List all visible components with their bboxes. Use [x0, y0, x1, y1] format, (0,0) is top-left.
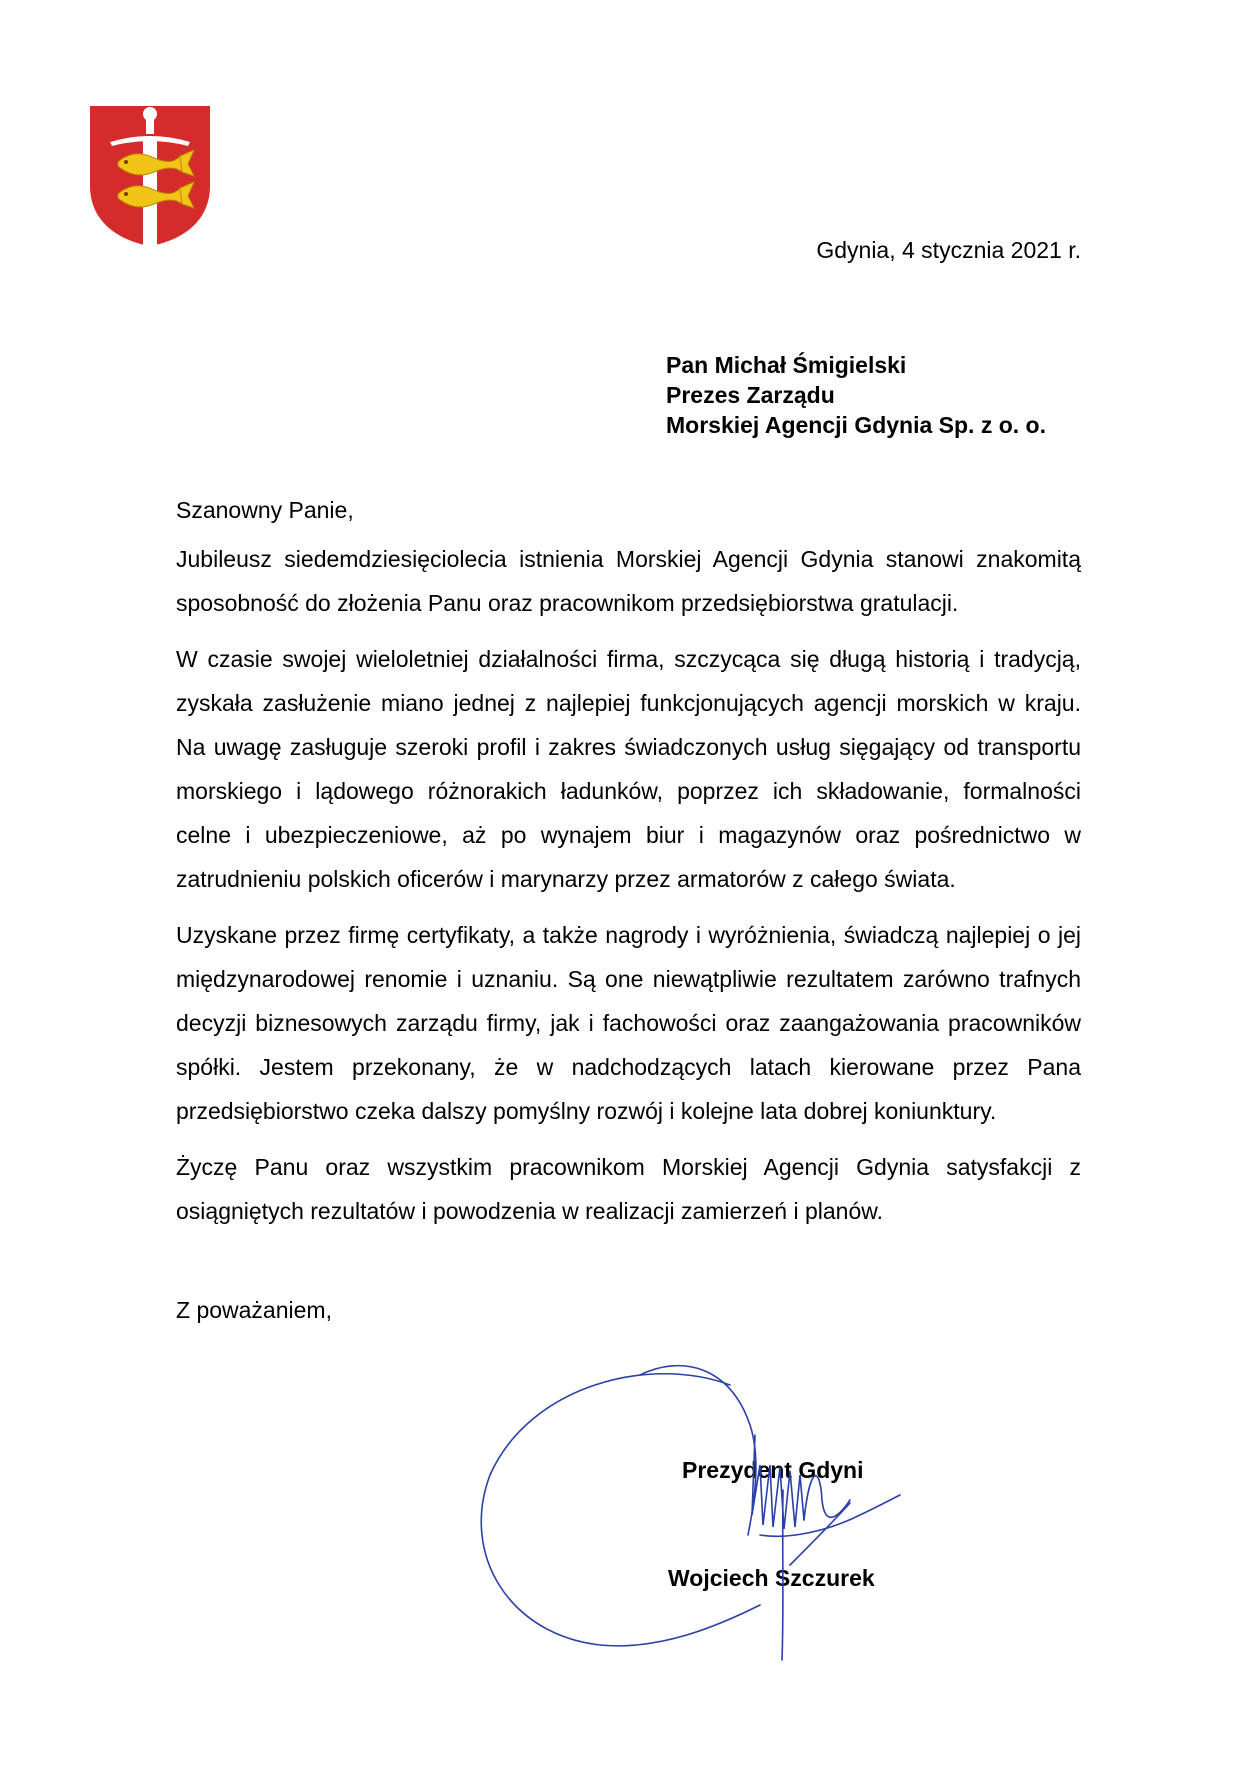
salutation: Szanowny Panie, — [176, 497, 354, 523]
recipient-block — [666, 350, 1046, 440]
paragraph-2: W czasie swojej wieloletniej działalności firma, szczycąca się długą historią i tradycją, zyskała zasłużenie miano jednej z najlepiej funkcjonujących agencji morskich w kraju. Na uwagę zasługuje szeroki profil i zakres świadczonych usług sięgający od transportu morskiego i lądowego różnorakich ładunków, poprzez ich składowanie, formalności celne i ubezpieczeniowe, aż po wynajem biur i magazynów oraz pośrednictwo w zatrudnieniu polskich oficerów i marynarzy przez armatorów z całego świata. — [176, 646, 1081, 892]
signatory-name: Wojciech Szczurek — [668, 1565, 875, 1591]
recipient-company: Morskiej Agencji Gdynia Sp. z o. o. — [666, 412, 1046, 438]
recipient-name: Pan Michał Śmigielski — [666, 352, 907, 378]
paragraph-3: Uzyskane przez firmę certyfikaty, a także nagrody i wyróżnienia, świadczą najlepiej o jej międzynarodowej renomie i uznaniu. Są one niewątpliwie rezultatem zarówno trafnych decyzji biznesowych zarządu firmy, jak i fachowości oraz zaangażowania pracowników spółki. Jestem przekonany, że w nadchodzących latach kierowane przez Pana przedsiębiorstwo czeka dalszy pomyślny rozwój i kolejne lata dobrej koniunktury. — [176, 922, 1081, 1124]
paragraph-4: Życzę Panu oraz wszystkim pracownikom Morskiej Agencji Gdynia satysfakcji z osiągniętych rezultatów i powodzenia w realizacji zamierzeń i planów. — [176, 1154, 1081, 1224]
signatory-title: Prezydent Gdyni — [682, 1457, 864, 1483]
letter-body — [176, 495, 1081, 1325]
gdynia-coat-of-arms-icon — [88, 104, 212, 248]
closing: Z poważaniem, — [176, 1297, 332, 1323]
letter-date: Gdynia, 4 stycznia 2021 r. — [816, 237, 1081, 263]
recipient-position: Prezes Zarządu — [666, 382, 835, 408]
paragraph-1: Jubileusz siedemdziesięciolecia istnienia Morskiej Agencji Gdynia stanowi znakomitą sposobność do złożenia Panu oraz pracownikom przedsiębiorstwa gratulacji. — [176, 546, 1081, 616]
handwritten-signature-icon — [430, 1315, 950, 1715]
